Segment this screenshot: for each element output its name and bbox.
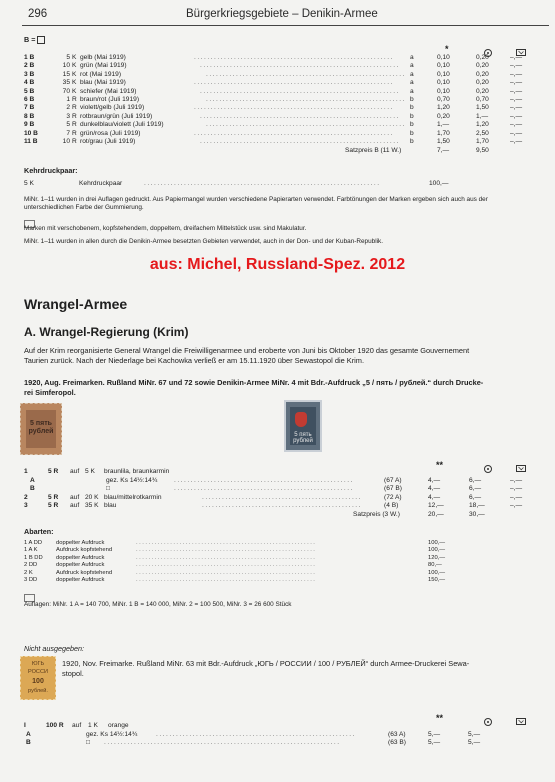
intro-line-1: Auf der Krim reorganisierte General Wrangel die Freiwilligenarmee und eroberte von Juni bis Oktober 1920 das gesamte Gouvernement	[24, 346, 470, 355]
face-value: 2	[66, 104, 70, 112]
base-value: 35 K	[85, 502, 99, 509]
set-price-used: 9,50	[476, 147, 489, 154]
cover-col-icon	[516, 460, 526, 478]
page-number: 296	[28, 8, 48, 20]
variety-desc: doppelter Aufdruck	[56, 562, 105, 569]
price-mint: 0,10	[437, 79, 450, 87]
cat-number: I	[24, 722, 26, 729]
color-desc: grün/rosa (Juli 1919)	[80, 129, 141, 137]
kehrdruck-heading: Kehrdruckpaar:	[24, 166, 78, 175]
stamp-image-3	[20, 656, 56, 700]
mint-col-icon: *	[445, 44, 449, 54]
currency: K	[72, 54, 77, 61]
cat-number: 3	[24, 502, 28, 509]
leader-dots: ......................................................	[174, 477, 354, 484]
leader-dots: ............................................................	[194, 129, 394, 137]
leader-dots: ............................................................	[200, 112, 400, 120]
price-cover: –,—	[510, 112, 523, 120]
type-letter: b	[410, 121, 414, 129]
price-cover: –,—	[510, 104, 523, 112]
cat-number: B	[30, 485, 35, 492]
base-word: auf	[72, 722, 82, 729]
base-word: auf	[70, 502, 80, 509]
variety-price: 100,—	[428, 569, 446, 576]
price-mint: 0,10	[437, 62, 450, 70]
price-cover: –,—	[510, 138, 523, 145]
color-desc: schiefer (Mai 1919)	[80, 87, 137, 95]
leader-dots: .......................................................................	[144, 180, 381, 187]
page-running-title: Bürgerkriegsgebiete – Denikin-Armee	[186, 8, 378, 20]
leader-dots: ............................................................	[206, 121, 406, 129]
face-value: 7	[66, 129, 70, 137]
price-used: 2,50	[476, 129, 489, 137]
face-value: 100 R	[46, 722, 64, 729]
type-letter: b	[410, 129, 414, 137]
price-used: 6,—	[469, 485, 482, 492]
currency: R	[72, 138, 77, 145]
kehrdruck-price: 100,—	[429, 180, 449, 187]
header-rule	[22, 25, 549, 26]
leader-dots: ............................................................	[194, 79, 394, 87]
leader-dots: ..........................................................	[136, 554, 317, 561]
price-mint: 5,—	[428, 731, 441, 738]
leader-dots: ............................................................	[200, 87, 400, 95]
cat-number: 2	[24, 494, 28, 501]
leader-dots: ............................................................	[156, 731, 356, 738]
price-cover: –,—	[510, 87, 523, 95]
price-mint: 0,70	[437, 96, 450, 103]
variety-desc: doppelter Aufdruck	[56, 577, 105, 583]
set-price-mint: 7,—	[437, 147, 450, 154]
variety-desc: doppelter Aufdruck	[56, 540, 105, 546]
price-cover: –,—	[510, 485, 523, 492]
price-cover: –,—	[510, 96, 523, 103]
color-desc: □	[106, 485, 110, 492]
color-desc: rot/grau (Juli 1919)	[80, 138, 136, 145]
cat-number: 2 B	[24, 62, 35, 70]
leader-dots: ......................................................	[174, 485, 354, 492]
cat-number: 9 B	[24, 121, 35, 129]
cat-number: 10 B	[24, 129, 38, 137]
face-value: 15	[62, 70, 70, 78]
face-value: 10	[62, 62, 70, 70]
type-letter: a	[410, 70, 414, 78]
currency: K	[72, 62, 77, 70]
leader-dots: ..........................................................	[136, 540, 317, 546]
price-used: 0,20	[476, 79, 489, 87]
color-desc: blau (Mai 1919)	[80, 79, 126, 87]
cat-number: 8 B	[24, 112, 35, 120]
price-mint: 0,10	[437, 54, 450, 61]
price-cover: –,—	[510, 129, 523, 137]
cat-number: 11 B	[24, 138, 38, 145]
variety-price: 100,—	[428, 540, 446, 546]
type-letter: a	[410, 62, 414, 70]
catalog-ref: (4 B)	[384, 502, 399, 509]
kehrdruck-label: Kehrdruckpaar	[79, 180, 123, 187]
price-mint: 0,20	[437, 112, 450, 120]
variety-desc: Aufdruck kopfstehend	[56, 569, 113, 576]
face-value: 5	[66, 54, 70, 61]
color-desc: □	[86, 739, 90, 746]
price-cover: –,—	[510, 121, 523, 129]
note-usage: MiNr. 1–11 wurden in allen durch die Denikin-Armee besetzten Gebieten verwendet, auch in der Don- und der Kuban-Republik.	[24, 238, 384, 245]
stamp-image-2	[284, 400, 322, 452]
price-mint: 1,50	[437, 138, 450, 145]
currency: K	[72, 70, 77, 78]
set-price-mint: 20,—	[428, 511, 444, 518]
used-col-icon	[484, 460, 492, 478]
variety-price: 120,—	[428, 554, 446, 561]
color-desc: orange	[108, 722, 129, 729]
currency: R	[72, 129, 77, 137]
used-col-icon	[484, 713, 492, 731]
color-desc: grün (Mai 1919)	[80, 62, 127, 70]
section-title: Wrangel-Armee	[24, 296, 128, 312]
cat-number: 1	[24, 468, 28, 475]
cover-col-icon	[516, 713, 526, 731]
price-mint: 0,10	[437, 70, 450, 78]
face-value: 70	[62, 87, 70, 95]
price-mint: 5,—	[428, 739, 441, 746]
currency: R	[72, 104, 77, 112]
color-desc: dunkelblau/violett (Juli 1919)	[80, 121, 164, 129]
leader-dots: ............................................................	[206, 70, 406, 78]
leader-dots: ................................................	[202, 494, 362, 501]
stamp-overprint-text-2: 5 пять рублей	[293, 432, 313, 444]
variety-price: 80,—	[428, 562, 442, 569]
price-mint: 4,—	[428, 477, 441, 484]
cat-number: 5 B	[24, 87, 35, 95]
nicht-text-1: 1920, Nov. Freimarke. Rußland MiNr. 63 mit Bdr.-Aufdruck „ЮГЬ / РОССИИ / 100 / РУБЛЕЙ“ durch Armee-Druckerei Sewa-	[62, 659, 470, 668]
nicht-ausgegeben-heading: Nicht ausgegeben:	[24, 644, 84, 653]
catalog-ref: (63 B)	[388, 739, 406, 746]
color-desc: blau/mittelrotkarmin	[104, 494, 162, 501]
table-caption	[24, 35, 45, 44]
color-desc: braun/rot (Juli 1919)	[80, 96, 140, 103]
price-cover: –,—	[510, 54, 523, 61]
cat-number: 3 B	[24, 70, 35, 78]
variety-desc: doppelter Aufdruck	[56, 554, 105, 561]
variety-price: 150,—	[428, 577, 446, 583]
base-word: auf	[70, 468, 80, 475]
nicht-text-2: stopol.	[62, 669, 84, 678]
price-mint: 1,20	[437, 104, 450, 112]
mint-col-icon: **	[436, 713, 444, 723]
cat-number: 4 B	[24, 79, 35, 87]
set-price-used: 30,—	[469, 511, 485, 518]
price-used: 1,70	[476, 138, 489, 145]
base-word: auf	[70, 494, 80, 501]
kehrdruck-value: 5 K	[24, 180, 34, 187]
price-used: 0,20	[476, 62, 489, 70]
price-mint: 12,—	[428, 502, 444, 509]
cat-number: A	[30, 477, 35, 484]
note-makulatur: Marken mit verschobenem, kopfstehendem, doppeltem, dreifachem Mittelstück usw. sind Makulatur.	[24, 225, 307, 232]
type-letter: b	[410, 112, 414, 120]
face-value: 35	[62, 79, 70, 87]
type-letter: b	[410, 96, 414, 103]
leader-dots: ..........................................................	[136, 569, 317, 576]
variety-number: 2 DD	[24, 562, 38, 569]
leader-dots: ................................................	[202, 502, 362, 509]
face-value: 3	[66, 112, 70, 120]
catalog-ref: (72 A)	[384, 494, 402, 501]
leader-dots: ..........................................................	[136, 547, 317, 554]
type-letter: b	[410, 104, 414, 112]
variety-desc: Aufdruck kopfstehend	[56, 547, 113, 554]
cat-number: 6 B	[24, 96, 35, 103]
variety-number: 3 DD	[24, 577, 38, 583]
leader-dots: ............................................................	[206, 96, 406, 103]
price-mint: 0,10	[437, 87, 450, 95]
color-desc: braunlila, braunkarmin	[104, 468, 170, 475]
leader-dots: ............................................................	[200, 62, 400, 70]
leader-dots: ..........................................................	[136, 562, 317, 569]
price-used: 0,70	[476, 96, 489, 103]
base-value: 20 K	[85, 494, 99, 501]
price-mint: 1,70	[437, 129, 450, 137]
price-cover: –,—	[510, 502, 523, 509]
price-cover: –,—	[510, 477, 523, 484]
variety-price: 100,—	[428, 547, 446, 554]
price-used: 0,20	[476, 54, 489, 61]
color-desc: gelb (Mai 1919)	[80, 54, 126, 61]
leader-dots: ..........................................................	[136, 577, 317, 583]
face-value: 5 R	[48, 502, 59, 509]
abarten-heading: Abarten:	[24, 527, 54, 536]
catalog-ref: (67 A)	[384, 477, 402, 484]
set-price-label: Satzpreis B (11 W.)	[345, 147, 402, 154]
type-letter: a	[410, 79, 414, 87]
price-cover: –,—	[510, 62, 523, 70]
price-mint: 4,—	[428, 494, 441, 501]
leader-dots: ............................................................	[194, 54, 394, 61]
stamp3-line-4: рублей.	[28, 688, 48, 694]
currency: K	[72, 79, 77, 87]
mint-col-icon: **	[436, 460, 444, 470]
color-desc: violett/gelb (Juli 1919)	[80, 104, 145, 112]
cat-number: B	[26, 739, 31, 746]
note-printing-2: unterschiedlichen Farbe der Gummierung.	[24, 204, 144, 211]
stamp-image-1	[20, 403, 62, 455]
type-letter: b	[410, 138, 414, 145]
face-value: 1	[66, 96, 70, 103]
table-caption-text: B =	[24, 35, 38, 44]
color-desc: gez. Ks 14½:14¾	[106, 477, 158, 484]
stamp3-line-1: ЮГЬ	[31, 661, 45, 667]
price-mint: 1,—	[437, 121, 450, 129]
color-desc: rot (Mai 1919)	[80, 70, 122, 78]
price-used: 18,—	[469, 502, 485, 509]
leader-dots: ............................................................	[194, 104, 394, 112]
imperforate-icon	[37, 36, 45, 44]
cat-number: 7 B	[24, 104, 35, 112]
stamp3-line-2: РОССИ	[27, 669, 49, 675]
base-value: 5 K	[85, 468, 95, 475]
face-value: 10	[62, 138, 70, 145]
variety-number: 2 K	[24, 569, 33, 576]
price-cover: –,—	[510, 79, 523, 87]
source-annotation: aus: Michel, Russland-Spez. 2012	[149, 256, 406, 273]
catalog-ref: (67 B)	[384, 485, 402, 492]
color-desc: gez. Ks 14½:14¾	[86, 731, 138, 738]
face-value: 5 R	[48, 494, 59, 501]
variety-number: 1 B DD	[24, 554, 43, 561]
face-value: 5 R	[48, 468, 59, 475]
price-used: 1,20	[476, 121, 489, 129]
stamp3-line-3: 100	[32, 678, 44, 685]
price-mint: 4,—	[428, 485, 441, 492]
price-cover: –,—	[510, 70, 523, 78]
currency: K	[72, 87, 77, 95]
leader-dots: ............................................................	[200, 138, 400, 145]
price-used: 6,—	[469, 477, 482, 484]
currency: R	[72, 96, 77, 103]
stamp-overprint-text: 5 пять рублей	[28, 420, 54, 435]
type-letter: a	[410, 87, 414, 95]
price-used: 6,—	[469, 494, 482, 501]
price-used: 1,50	[476, 104, 489, 112]
set-price-label: Satzpreis (3 W.)	[353, 511, 400, 518]
variety-number: 1 A DD	[24, 540, 43, 546]
issue-line-1: 1920, Aug. Freimarken. Rußland MiNr. 67 und 72 sowie Denikin-Armee MiNr. 4 mit Bdr.-Aufdruck „5 / пять / рублей.“ durch Drucke-	[24, 378, 484, 387]
leader-dots: .......................................................................	[104, 739, 341, 746]
price-used: 5,—	[468, 739, 481, 746]
intro-line-2: Taurien zurück. Nach der Niederlage bei Kachowka verließ er am 15.11.1920 über Sewastopol die Krim.	[24, 356, 365, 365]
issue-line-2: rei Simferopol.	[24, 388, 76, 397]
auflagen-note: Auflagen: MiNr. 1 A = 140 700, MiNr. 1 B = 140 000, MiNr. 2 = 100 500, MiNr. 3 = 26 600 Stück	[24, 601, 292, 608]
currency: R	[72, 121, 77, 129]
price-used: 5,—	[468, 731, 481, 738]
cat-number: 1 B	[24, 54, 35, 61]
price-used: 0,20	[476, 70, 489, 78]
note-printing: MiNr. 1–11 wurden in drei Auflagen gedruckt. Aus Papiermangel wurden verschiedene Papierarten verwendet. Farbtönungen der Marken ergeben sich auch aus der	[24, 196, 488, 203]
price-used: 1,—	[476, 112, 489, 120]
cat-number: A	[26, 731, 31, 738]
section-subtitle: A. Wrangel-Regierung (Krim)	[24, 325, 189, 339]
eagle-emblem-icon	[295, 412, 307, 427]
catalog-ref: (63 A)	[388, 731, 406, 738]
type-letter: a	[410, 54, 414, 61]
color-desc: rotbraun/grün (Juli 1919)	[80, 112, 153, 120]
price-used: 0,20	[476, 87, 489, 95]
base-value: 1 K	[88, 722, 98, 729]
price-cover: –,—	[510, 494, 523, 501]
variety-number: 1 A K	[24, 547, 38, 554]
face-value: 5	[66, 121, 70, 129]
color-desc: blau	[104, 502, 117, 509]
currency: R	[72, 112, 77, 120]
